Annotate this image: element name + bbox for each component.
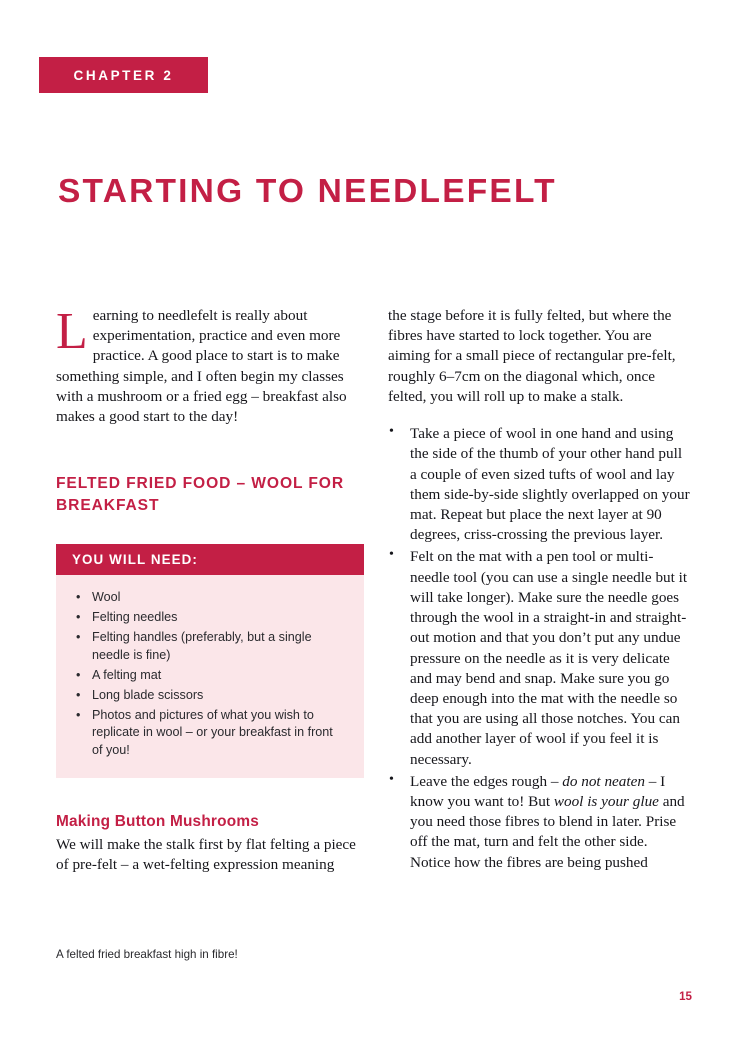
left-column	[56, 303, 356, 875]
figure-caption: A felted fried breakfast high in fibre!	[56, 948, 238, 961]
list-item: • Take a piece of wool in one hand and using the side of the thumb of your other hand pull a couple of even sized tufts of wool and lay them side-by-side slightly overlapped on your mat. Repeat but place the next layer at 90 degrees, criss-crossing the previous layer.	[388, 424, 690, 545]
intro-paragraph-text: earning to needlefelt is really about experimentation, practice and even more practice. A good place to start is to make something simple, and I often begin my classes with a mushroom or a fried egg – breakfast also makes a good start to the day!	[56, 307, 347, 426]
bullet-three-part1: Leave the edges rough –	[410, 772, 563, 790]
page-title: STARTING TO NEEDLEFELT	[58, 173, 557, 211]
list-item: • Felting handles (preferably, but a single needle is fine)	[72, 629, 346, 665]
chapter-tag	[39, 57, 208, 93]
steps-list	[388, 424, 690, 873]
list-item: • Felting needles	[72, 609, 346, 627]
section-heading: FELTED FRIED FOOD – WOOL FOR BREAKFAST	[56, 475, 344, 514]
right-column	[388, 306, 690, 875]
you-will-need-header	[56, 544, 364, 575]
bullet-three-part3: and you need those fibres to blend in later. Prise off the mat, turn and felt the other side. Notice how the fibres are being pushed	[410, 793, 685, 871]
bullet-three-italic2: wool is your glue	[553, 793, 659, 811]
chapter-tag-label: CHAPTER 2	[73, 67, 174, 83]
bullet-three-italic1: do not neaten	[562, 772, 645, 790]
list-item: • Felt on the mat with a pen tool or multi-needle tool (you can use a single needle but it will take longer). Make sure the needle goes through the wool in a straight-in and straight-out motion and that you don’t put any undue pressure on the needle as it is very delicate and may bend and snap. Make sure you go deep enough into the mat with the needle so that you are using all those notches. You can add another layer of wool if you feel it is necessary.	[388, 547, 690, 769]
sub-heading-body: We will make the stalk first by flat felting a piece of pre-felt – a wet-felting expression meaning	[56, 835, 356, 873]
list-item	[388, 772, 690, 873]
bullet-three-part2: – I know you want to! But	[410, 772, 666, 811]
list-item: • Photos and pictures of what you wish to replicate in wool – or your breakfast in front of you!	[72, 707, 346, 761]
list-item: • Long blade scissors	[72, 687, 346, 705]
drop-cap: L	[56, 303, 88, 360]
intro-paragraph	[56, 303, 356, 427]
you-will-need-box	[56, 544, 364, 778]
you-will-need-title: YOU WILL NEED:	[72, 551, 198, 567]
list-item: • Wool	[72, 589, 346, 607]
page-number: 15	[679, 990, 692, 1003]
sub-heading: Making Button Mushrooms	[56, 813, 259, 831]
you-will-need-list	[56, 575, 364, 778]
list-item: • A felting mat	[72, 667, 346, 685]
right-intro-paragraph: the stage before it is fully felted, but where the fibres have started to lock together. You are aiming for a small piece of rectangular pre-felt, roughly 6–7cm on the diagonal which, once felted, you will roll up to make a stalk.	[388, 307, 676, 405]
